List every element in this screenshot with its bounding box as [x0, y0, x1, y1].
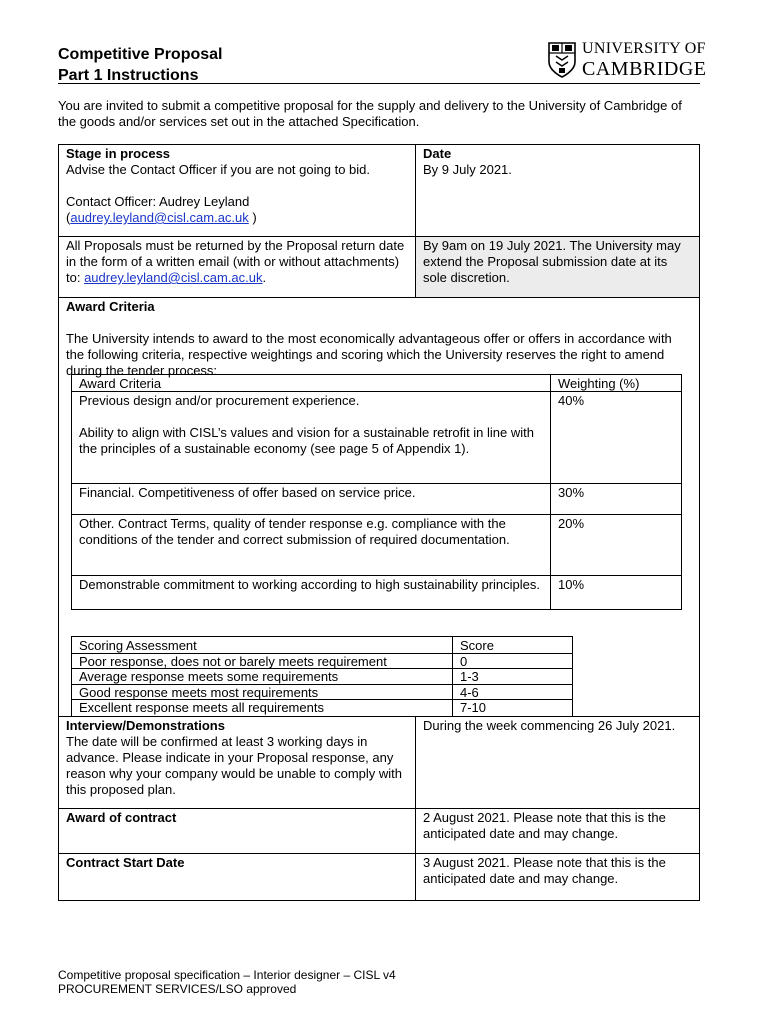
logo-line-2: CAMBRIDGE: [582, 58, 707, 80]
criteria-experience: Previous design and/or procurement experience.: [79, 393, 360, 408]
weighting-header: Weighting (%): [558, 376, 640, 391]
criteria-other: Other. Contract Terms, quality of tender response e.g. compliance with the conditions of the tender and correct submission of required documentation.: [79, 516, 510, 547]
criteria-row: [72, 392, 550, 458]
criteria-header: Award Criteria: [79, 376, 162, 391]
stage-row-2: All Proposals must be returned by the Proposal return date in the form of a written email (with or without attachments) to: audrey.leyland@cisl.cam.ac.uk.: [66, 238, 405, 285]
score-value: 0: [460, 654, 468, 669]
score-value: 1-3: [460, 669, 479, 684]
proposal-return-text: All Proposals must be returned by the Proposal return date in the form of a written email (with or without attachments) to:: [66, 238, 405, 285]
weight-experience: 40%: [558, 393, 585, 408]
scoring-row: Excellent response meets all requirements: [79, 700, 324, 715]
interview-date: During the week commencing 26 July 2021.: [423, 718, 676, 733]
award-contract-label: Award of contract: [66, 810, 177, 825]
contact-email-link[interactable]: audrey.leyland@cisl.cam.ac.uk: [70, 210, 249, 225]
stage-row-1: [59, 145, 415, 227]
weight-other: 20%: [558, 516, 585, 531]
cambridge-logo: [548, 40, 707, 80]
interview-heading: Interview/Demonstrations: [66, 718, 225, 733]
crest-icon: [548, 42, 576, 78]
interview-text: The date will be confirmed at least 3 working days in advance. Please indicate in your Proposal response, any reason why your company would be unable to comply with this proposed plan.: [66, 734, 403, 797]
score-value: 4-6: [460, 685, 479, 700]
criteria-financial: Financial. Competitiveness of offer based on service price.: [79, 485, 416, 500]
scoring-table: [71, 636, 573, 717]
return-email-link[interactable]: audrey.leyland@cisl.cam.ac.uk: [84, 270, 263, 285]
criteria-sustainability: Demonstrable commitment to working according to high sustainability principles.: [79, 577, 540, 592]
scoring-row: Average response meets some requirements: [79, 669, 339, 684]
scoring-row: Good response meets most requirements: [79, 685, 319, 700]
award-contract-date: 2 August 2021. Please note that this is the anticipated date and may change.: [423, 810, 666, 841]
interview-row: [59, 717, 415, 799]
stage-table: [58, 144, 700, 298]
footer-line-2: PROCUREMENT SERVICES/LSO approved: [58, 982, 297, 996]
start-date-label: Contract Start Date: [66, 855, 185, 870]
stage-bid-advice: Advise the Contact Officer if you are not going to bid.: [66, 162, 370, 177]
date-header: Date: [423, 146, 452, 161]
criteria-cisl-values: Ability to align with CISL’s values and vision for a sustainable retrofit in line with the principles of a sustainable economy (see page 5 of Appendix 1).: [79, 425, 534, 456]
start-date-value: 3 August 2021. Please note that this is the anticipated date and may change.: [423, 855, 666, 886]
contact-email-line: (audrey.leyland@cisl.cam.ac.uk ): [66, 210, 257, 225]
stage-header: Stage in process: [66, 146, 171, 161]
score-value: 7-10: [460, 700, 487, 715]
header-divider: [58, 83, 700, 84]
date-row-1: [416, 145, 699, 179]
schedule-table: [58, 716, 700, 901]
award-criteria-table: [71, 374, 682, 610]
bid-advice-date: By 9 July 2021.: [423, 162, 512, 177]
footer: [58, 968, 396, 996]
weight-sustainability: 10%: [558, 577, 585, 592]
scoring-header: Scoring Assessment: [79, 638, 197, 653]
weight-financial: 30%: [558, 485, 585, 500]
title-line-1: Competitive Proposal: [58, 46, 223, 63]
award-intro: The University intends to award to the most economically advantageous offer or offers in accordance with the following criteria, respective weightings and scoring which the University reserves the right to amend during the tender process:: [66, 331, 672, 378]
proposal-return-date: By 9am on 19 July 2021. The University may extend the Proposal submission date at its sole discretion.: [423, 238, 681, 285]
footer-line-1: Competitive proposal specification – Interior designer – CISL v4: [58, 968, 396, 982]
page-title: [58, 44, 222, 86]
logo-line-1: UNIVERSITY OF: [582, 40, 706, 57]
intro-text: You are invited to submit a competitive proposal for the supply and delivery to the University of Cambridge of the goods and/or services set out in the attached Specification.: [58, 98, 682, 129]
title-line-2: Part 1 Instructions: [58, 67, 199, 84]
contact-officer: Contact Officer: Audrey Leyland: [66, 194, 250, 209]
score-header: Score: [460, 638, 494, 653]
scoring-row: Poor response, does not or barely meets requirement: [79, 654, 387, 669]
award-heading: Award Criteria: [66, 299, 155, 314]
